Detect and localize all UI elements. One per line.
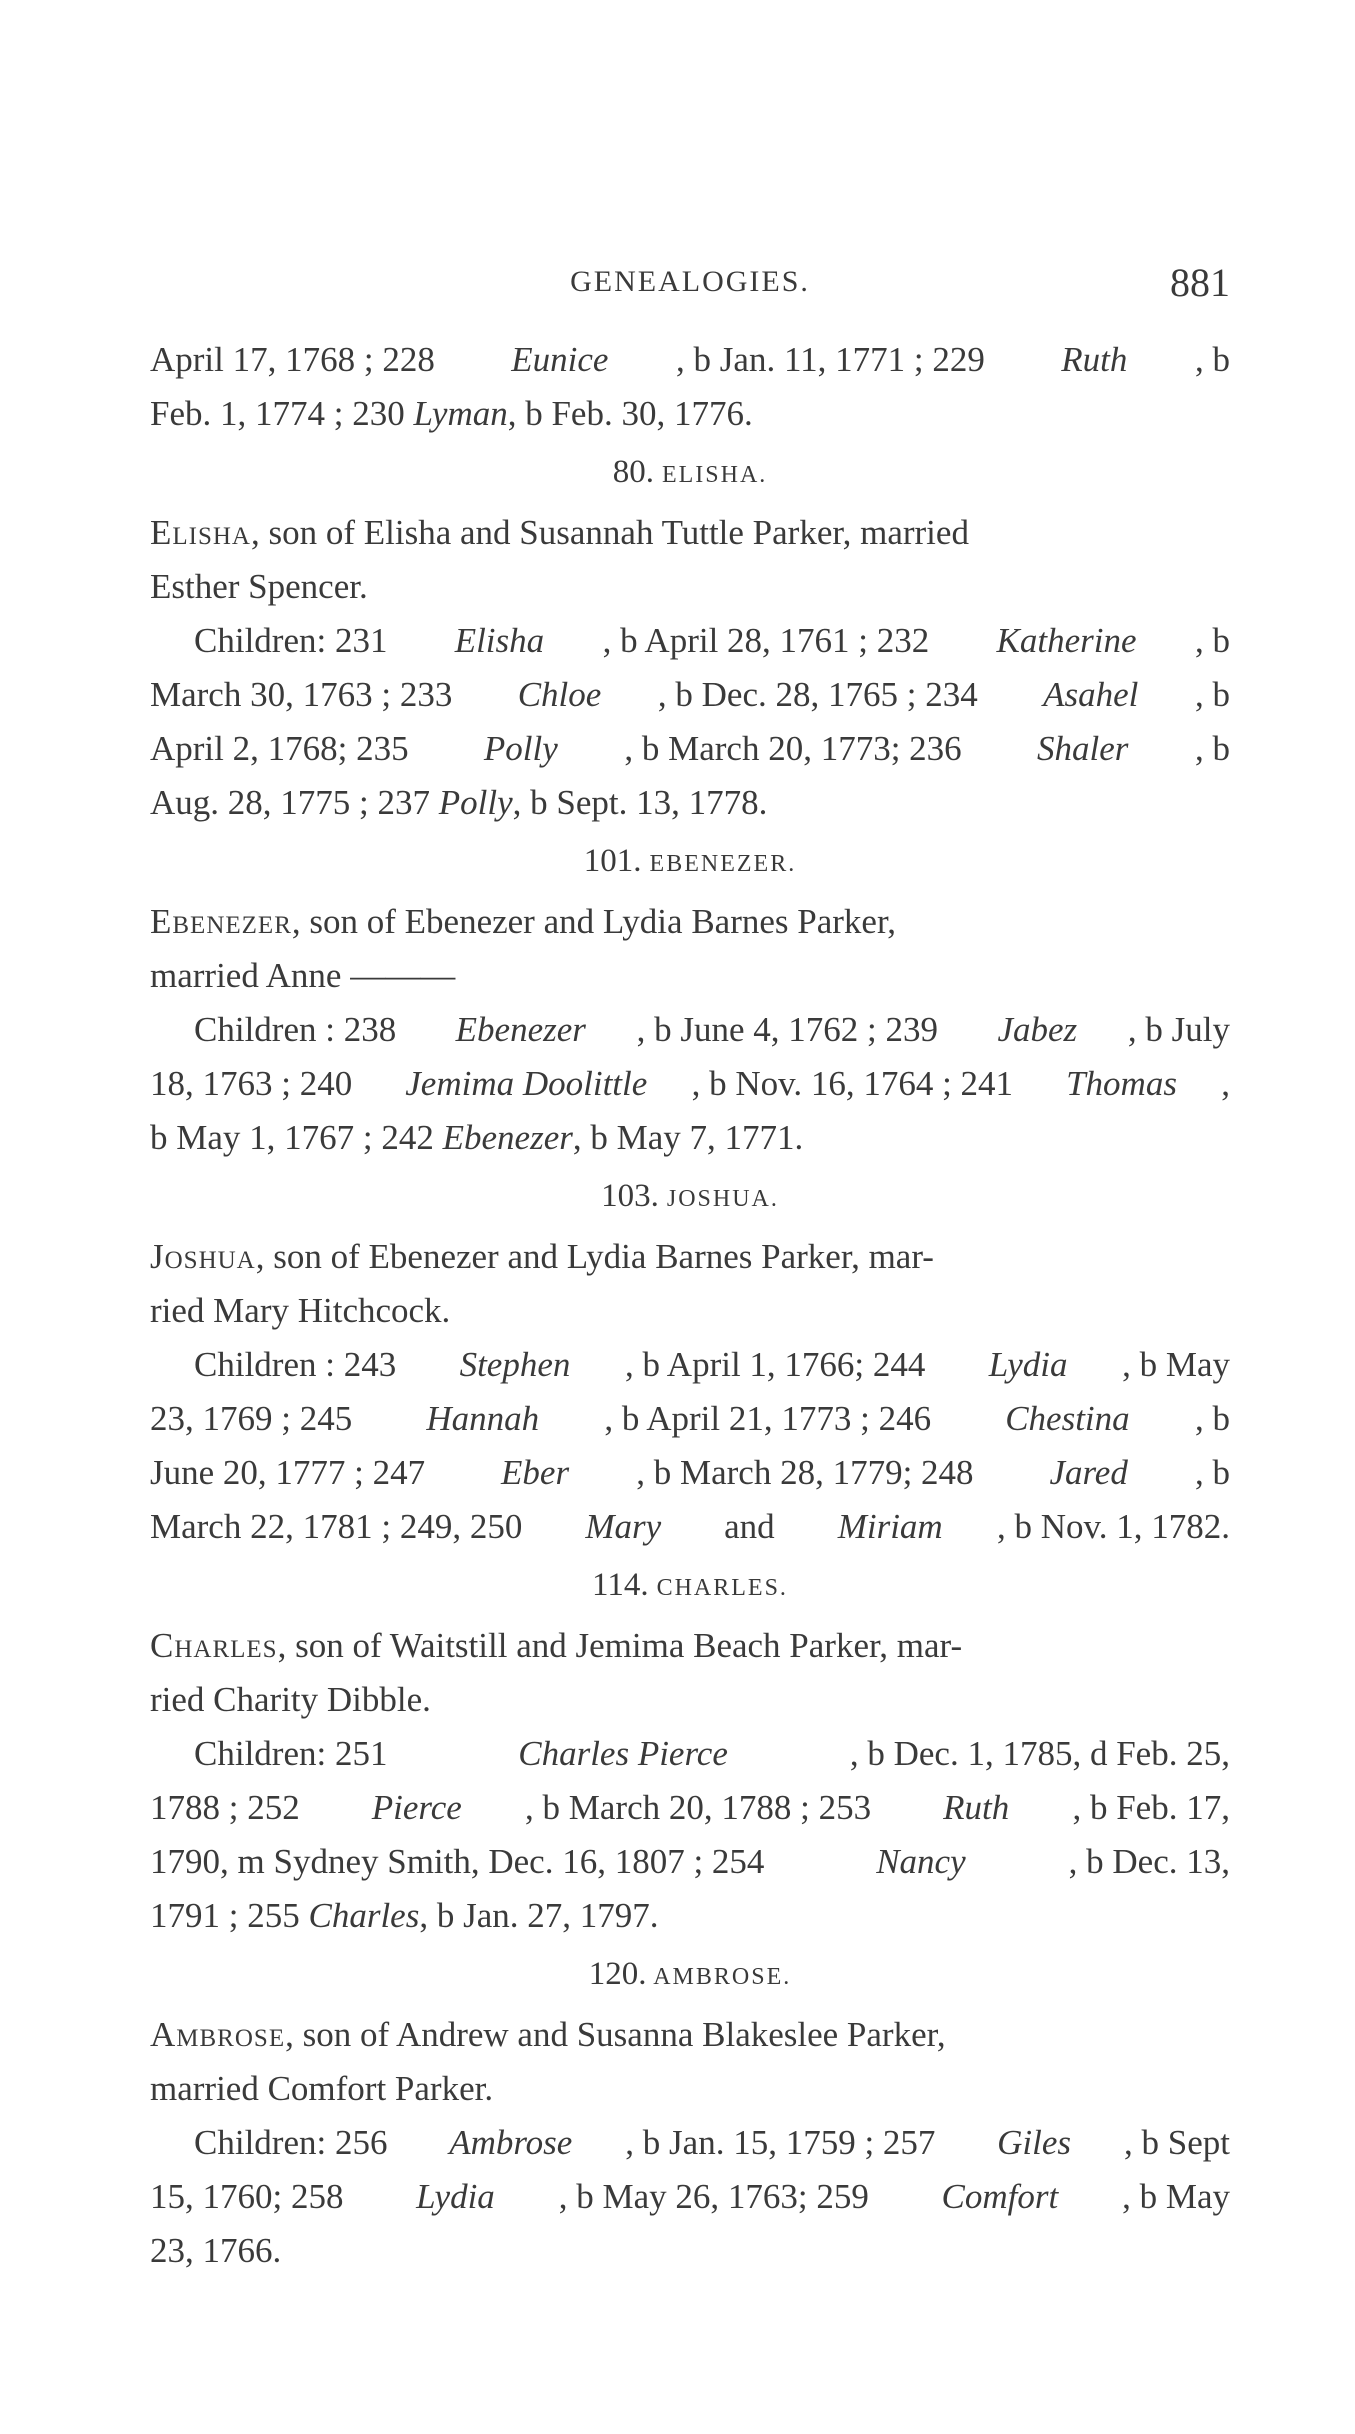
text-line: June 20, 1777 ; 247 Eber , b March 28, 1779; 248 Jared , b [150, 1453, 1230, 1492]
section-heading-ambrose: 120. AMBROSE. [588, 1956, 792, 1992]
text-line: Ambrose, son of Andrew and Susanna Blakeslee Parker, [150, 2015, 946, 2054]
text-line: married Anne ——— [150, 956, 456, 995]
text-line: 1788 ; 252 Pierce , b March 20, 1788 ; 253 Ruth , b Feb. 17, [150, 1788, 1230, 1827]
text-line: April 17, 1768 ; 228 Eunice , b Jan. 11, 1771 ; 229 Ruth , b [150, 340, 1230, 379]
running-title: GENEALOGIES. [570, 265, 810, 298]
text-line: Children: 256 Ambrose , b Jan. 15, 1759 ; 257 Giles , b Sept [194, 2123, 1230, 2162]
text-line: Feb. 1, 1774 ; 230 Lyman, b Feb. 30, 1776. [150, 394, 753, 433]
text-line: Children: 251 Charles Pierce , b Dec. 1, 1785, d Feb. 25, [194, 1734, 1230, 1773]
text-line: 1791 ; 255 Charles, b Jan. 27, 1797. [150, 1896, 659, 1935]
page-number: 881 [1170, 260, 1230, 305]
text-line: March 30, 1763 ; 233 Chloe , b Dec. 28, 1765 ; 234 Asahel , b [150, 675, 1230, 714]
text-line: Elisha, son of Elisha and Susannah Tuttle Parker, married [150, 513, 969, 552]
text-line: Ebenezer, son of Ebenezer and Lydia Barnes Parker, [150, 902, 896, 941]
text-line: March 22, 1781 ; 249, 250 Mary and Miriam , b Nov. 1, 1782. [150, 1507, 1230, 1546]
text-line: 23, 1769 ; 245 Hannah , b April 21, 1773 ; 246 Chestina , b [150, 1399, 1230, 1438]
text-line: married Comfort Parker. [150, 2069, 494, 2108]
text-line: Children : 243 Stephen , b April 1, 1766; 244 Lydia , b May [194, 1345, 1230, 1384]
page [150, 255, 1230, 2278]
text-line: 1790, m Sydney Smith, Dec. 16, 1807 ; 254 Nancy , b Dec. 13, [150, 1842, 1230, 1881]
text-line: 18, 1763 ; 240 Jemima Doolittle , b Nov. 16, 1764 ; 241 Thomas , [150, 1064, 1230, 1103]
running-head [150, 255, 1230, 315]
text-line: Charles, son of Waitstill and Jemima Beach Parker, mar- [150, 1626, 963, 1665]
section-heading-ebenezer: 101. EBENEZER. [583, 843, 797, 879]
section-heading-charles: 114. CHARLES. [592, 1567, 788, 1603]
text-line: Esther Spencer. [150, 567, 368, 606]
text-line: April 2, 1768; 235 Polly , b March 20, 1773; 236 Shaler , b [150, 729, 1230, 768]
section-heading-elisha: 80. ELISHA. [612, 454, 768, 490]
text-line: ried Charity Dibble. [150, 1680, 431, 1719]
text-line: b May 1, 1767 ; 242 Ebenezer, b May 7, 1771. [150, 1118, 804, 1157]
section-heading-joshua: 103. JOSHUA. [601, 1178, 779, 1214]
text-line: Children: 231 Elisha , b April 28, 1761 ; 232 Katherine , b [194, 621, 1230, 660]
text-line: Children : 238 Ebenezer , b June 4, 1762 ; 239 Jabez , b July [194, 1010, 1230, 1049]
text-line: 15, 1760; 258 Lydia , b May 26, 1763; 259 Comfort , b May [150, 2177, 1230, 2216]
text-line: Aug. 28, 1775 ; 237 Polly, b Sept. 13, 1778. [150, 783, 768, 822]
text-line: 23, 1766. [150, 2231, 282, 2270]
text-line: ried Mary Hitchcock. [150, 1291, 451, 1330]
text-line: Joshua, son of Ebenezer and Lydia Barnes Parker, mar- [150, 1237, 934, 1276]
